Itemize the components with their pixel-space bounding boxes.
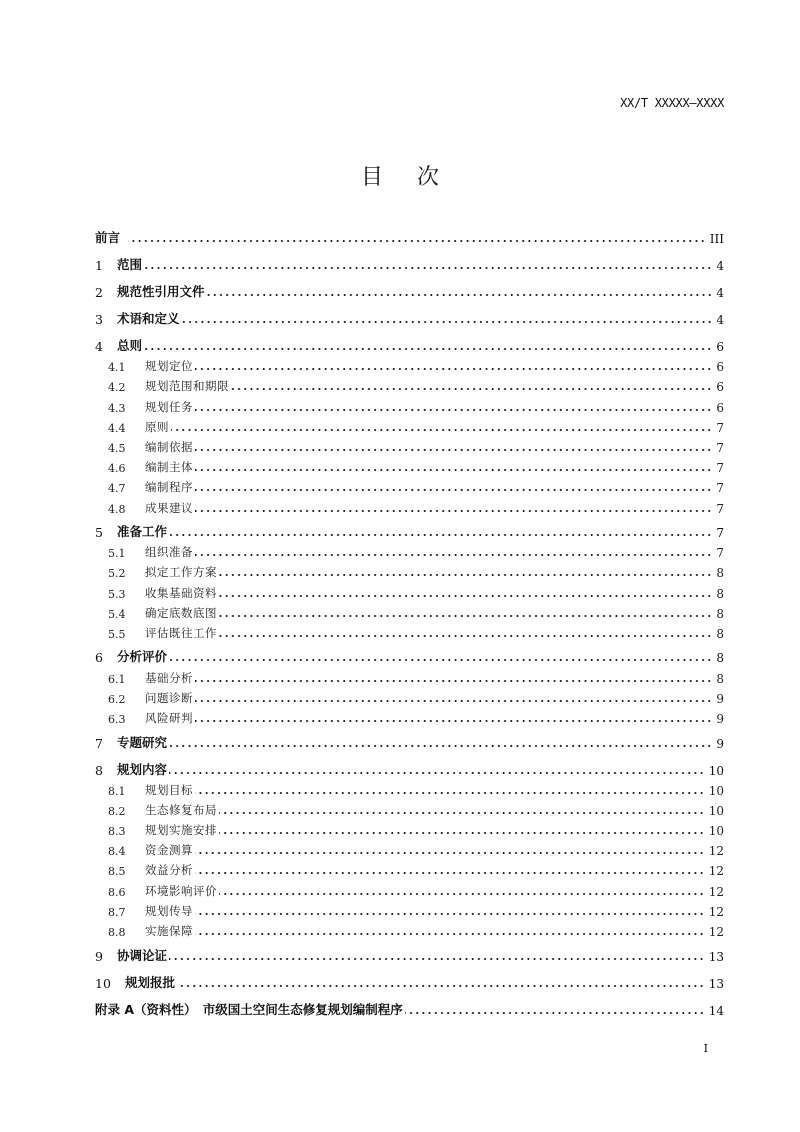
leader-dots xyxy=(195,695,712,703)
toc-entry-title: 术语和定义 xyxy=(117,311,180,326)
toc-entry-number: 4.3 xyxy=(108,401,126,415)
toc-entry-number: 8.6 xyxy=(108,885,126,899)
toc-entry-number: 9 xyxy=(95,948,103,964)
toc-entry-title: 环境影响评价 xyxy=(145,883,217,898)
leader-dots xyxy=(169,767,705,775)
toc-entry[interactable] xyxy=(95,540,724,560)
leader-dots xyxy=(195,847,705,855)
toc-entry[interactable] xyxy=(95,560,724,580)
toc-entry-page: 7 xyxy=(716,501,724,516)
toc-entry-number: 5 xyxy=(95,525,103,540)
toc-entry[interactable] xyxy=(95,751,724,778)
toc-entry[interactable] xyxy=(95,516,724,541)
toc-entry-number: 8.3 xyxy=(108,825,126,839)
toc-entry-number: 4 xyxy=(95,339,103,354)
toc-entry-page: 12 xyxy=(708,884,724,899)
toc-entry-number: 8.2 xyxy=(108,804,126,818)
toc-entry-title: 前言 xyxy=(95,230,121,245)
toc-entry-title: 资金测算 xyxy=(145,843,193,858)
standard-code: XX/T XXXXX—XXXX xyxy=(620,96,724,110)
leader-dots xyxy=(195,505,712,513)
toc-entry-number: 4.7 xyxy=(108,482,126,496)
toc-entry-title: 基础分析 xyxy=(145,670,193,685)
toc-entry-number: 10 xyxy=(95,975,111,991)
toc-entry-number: 4.5 xyxy=(108,441,126,455)
leader-dots xyxy=(195,908,705,916)
toc-entry-title: 规划目标 xyxy=(145,782,193,797)
toc-entry[interactable] xyxy=(95,778,724,798)
toc-entry-title: 规划任务 xyxy=(145,399,193,414)
toc-entry-title: 收集基础资料 xyxy=(145,585,217,600)
toc-entry-title: 编制依据 xyxy=(145,439,193,454)
toc-entry[interactable] xyxy=(95,374,724,394)
toc-entry-page: 12 xyxy=(708,925,724,939)
toc-entry[interactable] xyxy=(95,415,724,435)
toc-entry-number: 5.3 xyxy=(108,587,126,601)
toc-entry-number: 6.2 xyxy=(108,692,126,706)
toc-entry-page: 4 xyxy=(716,313,724,327)
leader-dots xyxy=(195,404,712,412)
toc-entry[interactable] xyxy=(95,435,724,455)
leader-dots xyxy=(177,980,705,988)
toc-entry-page: 13 xyxy=(708,949,724,964)
toc-entry-page: 4 xyxy=(716,259,724,273)
toc-entry-page: 7 xyxy=(716,546,724,561)
leader-dots xyxy=(405,1007,705,1015)
leader-dots xyxy=(195,867,705,875)
toc-entry-page: 8 xyxy=(716,651,724,666)
toc-entry[interactable] xyxy=(95,686,724,706)
leader-dots xyxy=(195,444,712,452)
toc-entry-number: 5.4 xyxy=(108,607,126,621)
leader-dots xyxy=(195,787,705,795)
toc-entry-title: 附录 A（资料性） 市级国土空间生态修复规划编制程序 xyxy=(95,1001,403,1017)
toc-entry-page: 7 xyxy=(716,481,724,496)
title-char: 目 xyxy=(360,165,383,190)
toc-entry-page: III xyxy=(709,232,724,246)
toc-entry[interactable] xyxy=(95,899,724,919)
toc-entry-title: 范围 xyxy=(117,257,143,272)
toc-entry-page: 7 xyxy=(716,440,724,455)
toc-entry-page: 8 xyxy=(716,606,724,621)
toc-entry[interactable] xyxy=(95,919,724,939)
toc-entry[interactable] xyxy=(95,818,724,838)
toc-entry-title: 规划传导 xyxy=(145,903,193,918)
leader-dots xyxy=(195,715,712,723)
toc-entry-number: 5.2 xyxy=(108,567,126,581)
toc-entry-title: 成果建议 xyxy=(145,500,193,515)
toc-entry-page: 8 xyxy=(716,566,724,581)
toc-entry[interactable] xyxy=(95,219,724,246)
toc-entry-title: 风险研判 xyxy=(145,711,193,725)
toc-entry[interactable] xyxy=(95,798,724,818)
leader-dots xyxy=(195,484,712,492)
toc-entry-page: 10 xyxy=(708,824,724,839)
toc-entry[interactable] xyxy=(95,621,724,641)
leader-dots xyxy=(195,464,712,472)
toc-entry-page: 9 xyxy=(716,712,724,726)
toc-entry-number: 1 xyxy=(95,258,103,273)
leader-dots xyxy=(219,807,705,815)
page-number: I xyxy=(703,1042,708,1055)
toc-entry-number: 5.1 xyxy=(108,547,126,561)
toc-entry-number: 8.5 xyxy=(108,865,126,879)
toc-entry[interactable] xyxy=(95,838,724,858)
leader-dots xyxy=(207,289,713,297)
toc-entry[interactable] xyxy=(95,495,724,515)
toc-entry-page: 9 xyxy=(716,736,724,751)
toc-entry-page: 10 xyxy=(708,783,724,798)
toc-entry-title: 效益分析 xyxy=(145,863,193,878)
toc-entry-number: 4.1 xyxy=(108,361,126,375)
toc-entry-title: 准备工作 xyxy=(117,524,168,539)
toc-entry-page: 9 xyxy=(716,691,724,706)
leader-dots xyxy=(128,235,706,243)
toc-entry-page: 8 xyxy=(716,626,724,641)
toc-entry[interactable] xyxy=(95,246,724,273)
toc-entry-page: 10 xyxy=(708,763,724,778)
leader-dots xyxy=(195,549,712,557)
leader-dots xyxy=(169,654,712,662)
toc-entry[interactable] xyxy=(95,991,724,1018)
toc-entry-page: 13 xyxy=(708,976,724,991)
leader-dots xyxy=(219,569,712,577)
toc-entry-title: 编制程序 xyxy=(145,480,193,495)
toc-entry-page: 8 xyxy=(716,671,724,686)
toc-entry[interactable] xyxy=(95,726,724,751)
toc-entry-title: 规划范围和期限 xyxy=(145,379,229,394)
toc-entry-number: 4.4 xyxy=(108,421,126,435)
toc-entry[interactable] xyxy=(95,354,724,374)
toc-entry[interactable] xyxy=(95,580,724,600)
toc-entry-number: 7 xyxy=(95,735,103,751)
leader-dots xyxy=(219,630,712,638)
toc-entry-title: 规划内容 xyxy=(117,761,168,777)
leader-dots xyxy=(219,888,705,896)
leader-dots xyxy=(219,610,712,618)
leader-dots xyxy=(195,928,705,936)
toc-entry[interactable] xyxy=(95,665,724,685)
toc-entry-title: 确定底数底图 xyxy=(145,605,217,620)
toc-entry-title: 评估既往工作 xyxy=(145,625,217,640)
toc-entry-number: 8 xyxy=(95,762,103,778)
page-title xyxy=(0,160,800,191)
toc-entry[interactable] xyxy=(95,455,724,475)
toc-entry-title: 分析评价 xyxy=(117,649,168,665)
toc-entry[interactable] xyxy=(95,300,724,327)
toc-entry-number: 6.1 xyxy=(108,672,126,686)
toc-entry-title: 协调论证 xyxy=(117,947,168,963)
toc-entry[interactable] xyxy=(95,394,724,414)
toc-entry-page: 6 xyxy=(716,360,724,375)
toc-entry-title: 实施保障 xyxy=(145,924,193,938)
toc-entry-title: 拟定工作方案 xyxy=(145,565,217,580)
leader-dots xyxy=(144,262,712,270)
toc-entry-title: 规划报批 xyxy=(125,974,176,990)
toc-entry-title: 规划实施安排 xyxy=(145,823,217,838)
toc-entry[interactable] xyxy=(95,273,724,300)
toc-entry-title: 规划定位 xyxy=(145,359,193,374)
toc-entry-title: 问题诊断 xyxy=(145,690,193,705)
toc-entry[interactable] xyxy=(95,475,724,495)
leader-dots xyxy=(169,740,712,748)
leader-dots xyxy=(144,343,712,351)
leader-dots xyxy=(182,316,713,324)
table-of-contents xyxy=(95,219,724,1018)
toc-entry[interactable] xyxy=(95,327,724,354)
toc-entry-number: 8.1 xyxy=(108,784,126,798)
leader-dots xyxy=(231,383,712,391)
toc-entry-page: 6 xyxy=(716,340,724,354)
toc-entry-page: 6 xyxy=(716,400,724,415)
toc-entry-page: 12 xyxy=(708,864,724,879)
leader-dots xyxy=(195,363,712,371)
toc-entry-page: 12 xyxy=(708,844,724,859)
toc-entry-page: 12 xyxy=(708,904,724,919)
toc-entry-page: 6 xyxy=(716,380,724,395)
leader-dots xyxy=(219,827,705,835)
toc-entry-title: 专题研究 xyxy=(117,734,168,750)
toc-entry-number: 4.2 xyxy=(108,381,126,395)
toc-entry[interactable] xyxy=(95,964,724,991)
toc-entry[interactable] xyxy=(95,939,724,964)
toc-entry-title: 编制主体 xyxy=(145,460,193,475)
title-char: 次 xyxy=(417,165,440,190)
leader-dots xyxy=(171,424,712,432)
toc-entry[interactable] xyxy=(95,878,724,898)
toc-entry[interactable] xyxy=(95,858,724,878)
toc-entry-page: 7 xyxy=(716,420,724,435)
toc-entry-page: 10 xyxy=(708,803,724,818)
leader-dots xyxy=(169,529,712,537)
toc-entry-number: 4.6 xyxy=(108,462,126,476)
toc-entry-page: 7 xyxy=(716,461,724,476)
toc-entry-number: 6 xyxy=(95,650,103,666)
toc-entry-number: 8.7 xyxy=(108,905,126,919)
toc-entry-title: 原则 xyxy=(145,419,169,434)
toc-entry-page: 8 xyxy=(716,586,724,601)
leader-dots xyxy=(169,953,705,961)
toc-entry[interactable] xyxy=(95,706,724,726)
toc-entry-number: 3 xyxy=(95,312,103,327)
toc-entry-number: 8.4 xyxy=(108,845,126,859)
leader-dots xyxy=(195,675,712,683)
toc-entry-number: 6.3 xyxy=(108,713,126,726)
toc-entry-number: 2 xyxy=(95,285,103,300)
toc-entry-number: 4.8 xyxy=(108,502,126,516)
toc-entry[interactable] xyxy=(95,601,724,621)
toc-entry-title: 生态修复布局 xyxy=(145,802,217,817)
toc-entry-title: 组织准备 xyxy=(145,545,193,560)
toc-entry[interactable] xyxy=(95,641,724,666)
toc-entry-page: 14 xyxy=(708,1003,724,1018)
toc-entry-title: 总则 xyxy=(117,338,143,353)
toc-entry-page: 7 xyxy=(716,526,724,540)
toc-entry-number: 5.5 xyxy=(108,627,126,641)
toc-entry-number: 8.8 xyxy=(108,926,126,939)
toc-entry-title: 规范性引用文件 xyxy=(117,284,205,299)
toc-entry-page: 4 xyxy=(716,286,724,300)
leader-dots xyxy=(219,590,712,598)
